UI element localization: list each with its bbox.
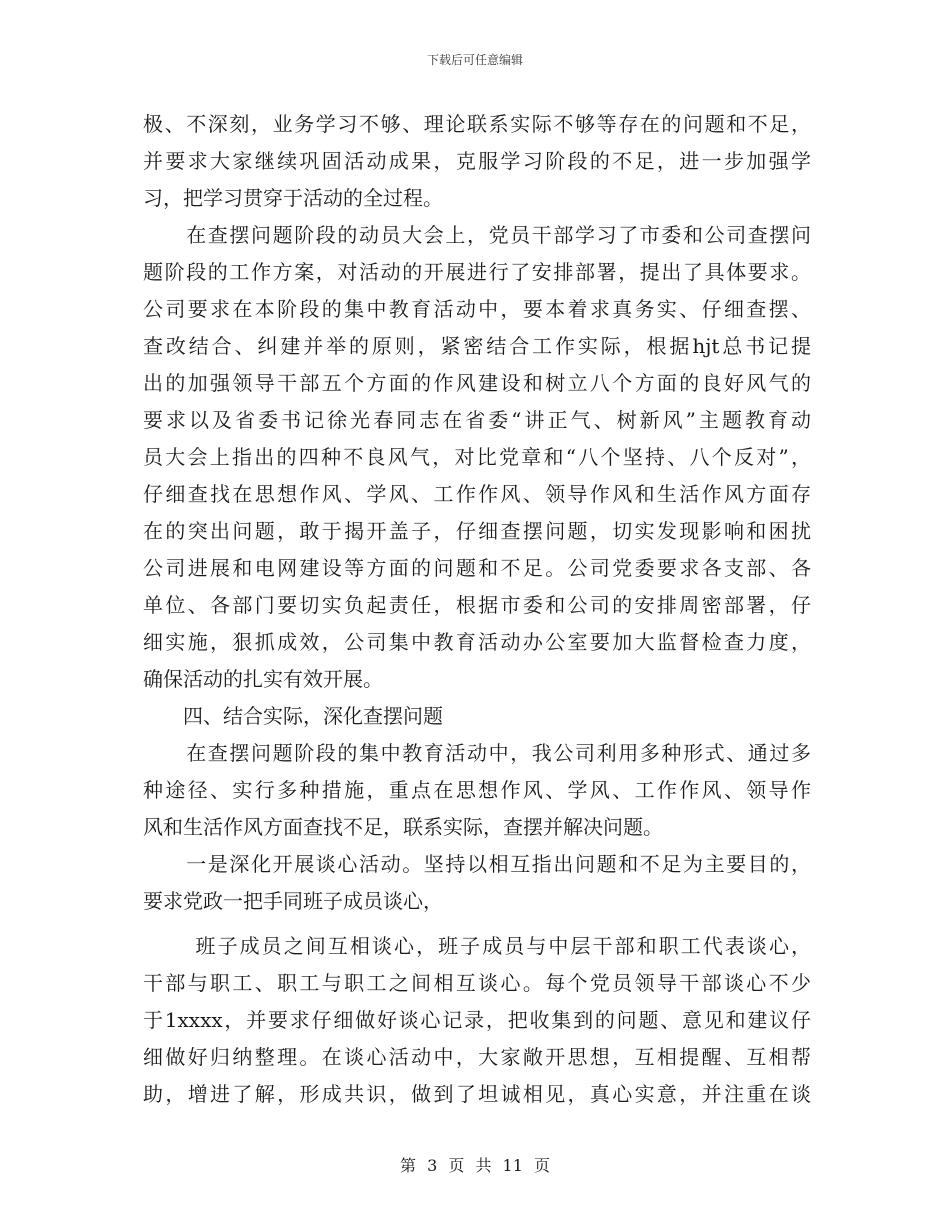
body-text-line: 于1xxxx，并要求仔细做好谈心记录，把收集到的问题、意见和建议仔 (143, 1008, 811, 1032)
body-text-line: 出的加强领导干部五个方面的作风建设和树立八个方面的良好风气的 (143, 371, 811, 395)
body-text-line: 四、结合实际，深化查摆问题 (143, 704, 443, 728)
body-text-line: 种途径、实行多种措施，重点在思想作风、学风、工作作风、领导作 (143, 778, 811, 802)
body-text-line: 公司进展和电网建设等方面的问题和不足。公司党委要求各支部、各 (143, 556, 811, 580)
body-text-line: 干部与职工、职工与职工之间相互谈心。每个党员领导干部谈心不少 (143, 971, 811, 995)
body-text-line: 风和生活作风方面查找不足，联系实际，查摆并解决问题。 (143, 815, 663, 839)
document-body (143, 106, 811, 1113)
body-text-line: 单位、各部门要切实负起责任，根据市委和公司的安排周密部署，仔 (143, 593, 811, 617)
body-text-line: 查改结合、纠建并举的原则，紧密结合工作实际，根据hjt总书记提 (143, 334, 811, 358)
page-number-footer: 第 3 页 共 11 页 (400, 1156, 550, 1175)
body-text-line: 极、不深刻，业务学习不够、理论联系实际不够等存在的问题和不足， (143, 112, 811, 136)
body-text-line: 确保活动的扎实有效开展。 (143, 667, 383, 691)
body-text-line: 要求党政一把手同班子成员谈心， (143, 889, 443, 913)
body-text-line: 细做好归纳整理。在谈心活动中，大家敞开思想，互相提醒、互相帮 (143, 1045, 811, 1069)
paragraph-gap (143, 920, 811, 928)
body-text-line: 公司要求在本阶段的集中教育活动中，要本着求真务实、仔细查摆、 (143, 297, 811, 321)
body-text-line: 习，把学习贯穿于活动的全过程。 (143, 186, 443, 210)
body-text-line: 员大会上指出的四种不良风气，对比党章和“八个坚持、八个反对”， (143, 445, 811, 469)
body-text-line: 一是深化开展谈心活动。坚持以相互指出问题和不足为主要目的， (143, 852, 811, 876)
body-text-line: 细实施，狠抓成效，公司集中教育活动办公室要加大监督检查力度， (143, 630, 811, 654)
body-text-line: 并要求大家继续巩固活动成果，克服学习阶段的不足，进一步加强学 (143, 149, 811, 173)
body-text-line: 班子成员之间互相谈心，班子成员与中层干部和职工代表谈心， (143, 934, 811, 958)
body-text-line: 要求以及省委书记徐光春同志在省委“讲正气、树新风”主题教育动 (143, 408, 811, 432)
page-header-note: 下载后可任意编辑 (426, 53, 523, 67)
body-text-line: 助，增进了解，形成共识，做到了坦诚相见，真心实意，并注重在谈 (143, 1082, 811, 1106)
body-text-line: 在查摆问题阶段的集中教育活动中，我公司利用多种形式、通过多 (143, 741, 811, 765)
body-text-line: 在的突出问题，敢于揭开盖子，仔细查摆问题，切实发现影响和困扰 (143, 519, 811, 543)
body-text-line: 题阶段的工作方案，对活动的开展进行了安排部署，提出了具体要求。 (143, 260, 811, 284)
body-text-line: 仔细查找在思想作风、学风、工作作风、领导作风和生活作风方面存 (143, 482, 811, 506)
body-text-line: 在查摆问题阶段的动员大会上，党员干部学习了市委和公司查摆问 (143, 223, 811, 247)
